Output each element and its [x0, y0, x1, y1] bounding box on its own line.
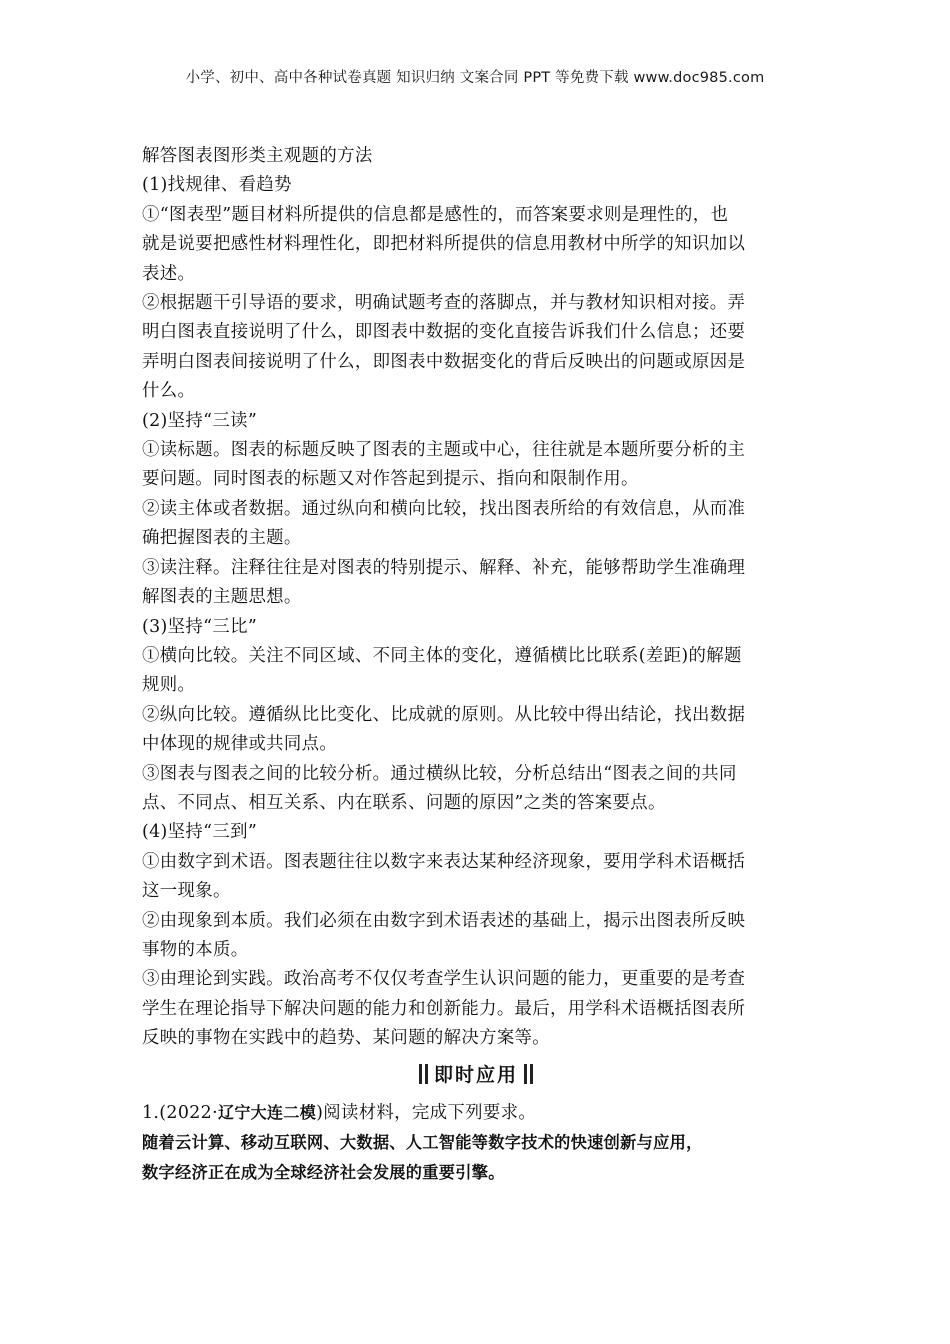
text-line: ②由现象到本质。我们必须在由数字到术语表述的基础上，揭示出图表所反映	[142, 910, 746, 931]
text-line: 弄明白图表间接说明了什么，即图表中数据变化的背后反映出的问题或原因是	[142, 351, 746, 372]
text-line: ②纵向比较。遵循纵比比变化、比成就的原则。从比较中得出结论，找出数据	[142, 704, 746, 725]
text-line: 这一现象。	[142, 881, 231, 902]
text-line: 明白图表直接说明了什么，即图表中数据的变化直接告诉我们什么信息；还要	[142, 322, 746, 343]
text-line: 要问题。同时图表的标题又对作答起到提示、指向和限制作用。	[142, 469, 639, 490]
question-prompt: )阅读材料，完成下列要求。	[316, 1102, 537, 1123]
title-bar-left-2	[425, 1064, 428, 1084]
text-line: ①读标题。图表的标题反映了图表的主题或中心，往往就是本题所要分析的主	[142, 440, 746, 461]
text-line: ①横向比较。关注不同区域、不同主体的变化，遵循横比比联系(差距)的解题	[142, 645, 742, 666]
text-line: ②读主体或者数据。通过纵向和横向比较，找出图表所给的有效信息，从而准	[142, 498, 746, 519]
question-number: 1.(2022·	[142, 1102, 218, 1123]
text-line: 点、不同点、相互关系、内在联系、问题的原因”之类的答案要点。	[142, 792, 666, 813]
title-bar-right-2	[530, 1064, 533, 1084]
section-title-text: 即时应用	[433, 1063, 518, 1086]
text-line: 什么。	[142, 381, 196, 402]
text-line: 反映的事物在实践中的趋势、某问题的解决方案等。	[142, 1028, 551, 1049]
section-title	[142, 1062, 810, 1088]
text-line: 就是说要把感性材料理性化，即把材料所提供的信息用教材中所学的知识加以	[142, 234, 746, 255]
heading-method: 解答图表图形类主观题的方法	[142, 146, 373, 166]
text-line: 解图表的主题思想。	[142, 587, 302, 608]
subheading-3: (3)坚持“三比”	[142, 616, 258, 637]
material-line: 数字经济正在成为全球经济社会发展的重要引擎。	[142, 1162, 505, 1182]
subheading-2: (2)坚持“三读”	[142, 410, 258, 431]
text-line: 学生在理论指导下解决问题的能力和创新能力。最后，用学科术语概括图表所	[142, 998, 746, 1019]
text-line: ③由理论到实践。政治高考不仅仅考查学生认识问题的能力，更重要的是考查	[142, 969, 746, 990]
title-bar-left-1	[419, 1064, 422, 1084]
text-line: 规则。	[142, 675, 196, 696]
subheading-1: (1)找规律、看趋势	[142, 175, 292, 196]
page-header: 小学、初中、高中各种试卷真题 知识归纳 文案合同 PPT 等免费下载 www.doc985.com	[185, 70, 765, 86]
text-line: ②根据题干引导语的要求，明确试题考查的落脚点，并与教材知识相对接。弄	[142, 293, 746, 314]
text-line: 表述。	[142, 263, 196, 284]
material-line: 随着云计算、移动互联网、大数据、人工智能等数字技术的快速创新与应用，	[142, 1133, 703, 1152]
document-body	[142, 142, 810, 1187]
text-line: 事物的本质。	[142, 939, 249, 960]
subheading-4: (4)坚持“三到”	[142, 822, 258, 843]
text-line: ①“图表型”题目材料所提供的信息都是感性的，而答案要求则是理性的，也	[142, 204, 729, 225]
text-line: ③图表与图表之间的比较分析。通过横纵比较，分析总结出“图表之间的共同	[142, 763, 737, 784]
text-line: 确把握图表的主题。	[142, 528, 302, 549]
text-line: ①由数字到术语。图表题往往以数字来表达某种经济现象，要用学科术语概括	[142, 851, 746, 872]
title-bar-right-1	[524, 1064, 527, 1084]
question-line	[142, 1098, 810, 1128]
text-line: 中体现的规律或共同点。	[142, 734, 338, 755]
text-line: ③读注释。注释往往是对图表的特别提示、解释、补充，能够帮助学生准确理	[142, 557, 746, 578]
question-source: 辽宁大连二模	[217, 1102, 317, 1122]
